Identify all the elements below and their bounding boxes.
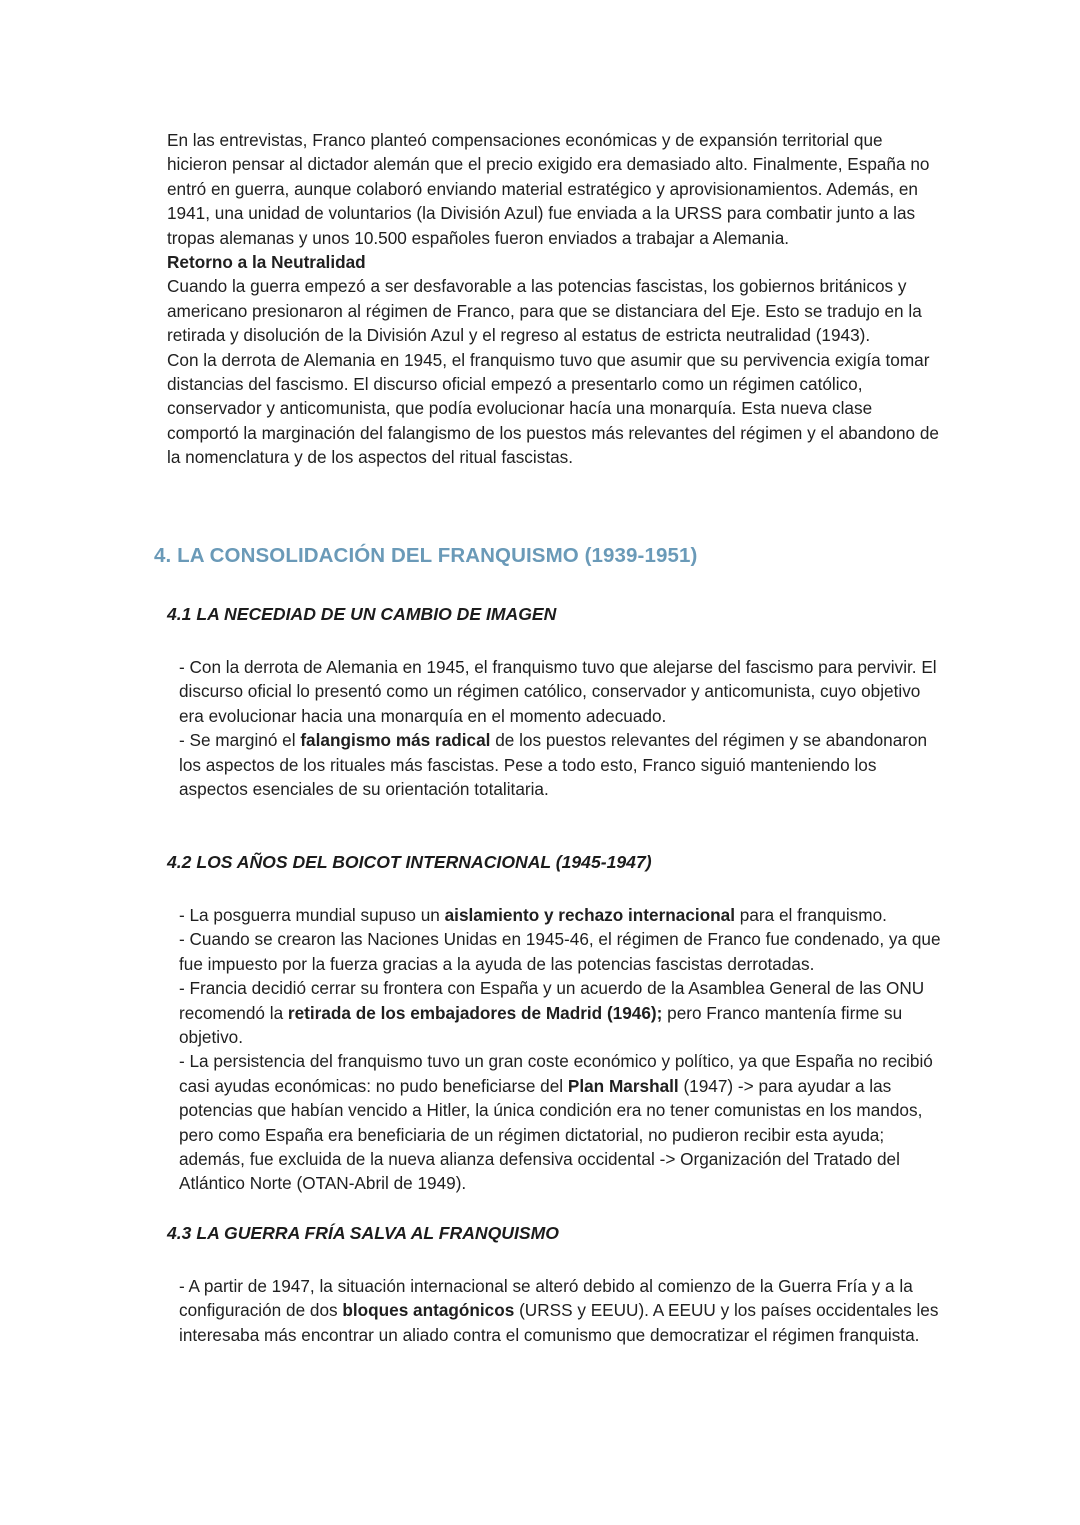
- intro-section: [167, 128, 947, 470]
- body-paragraph: - Francia decidió cerrar su frontera con España y un acuerdo de la Asamblea General de las ONU recomendó la retirada de los embajadores de Madrid (1946); pero Franco mantenía firme su objetivo.: [179, 978, 925, 1048]
- subsection-body: [179, 903, 949, 1196]
- subsection-heading: 4.1 LA NECEDIAD DE UN CAMBIO DE IMAGEN: [167, 604, 557, 624]
- intro-paragraph: Cuando la guerra empezó a ser desfavorable a las potencias fascistas, los gobiernos británicos y americano presionaron al régimen de Franco, para que se distanciara del Eje. Esto se tradujo en la retirada y disolución de la División Azul y el regreso al estatus de estricta neutralidad (1943).: [167, 276, 922, 346]
- subsection-heading: 4.3 LA GUERRA FRÍA SALVA AL FRANQUISMO: [167, 1223, 559, 1243]
- section-heading: 4. LA CONSOLIDACIÓN DEL FRANQUISMO (1939-1951): [154, 544, 698, 567]
- intro-paragraph: Con la derrota de Alemania en 1945, el franquismo tuvo que asumir que su pervivencia exigía tomar distancias del fascismo. El discurso oficial empezó a presentarlo como un régimen católico, conservador y anticomunista, que podía evolucionar hacía una monarquía. Esta nueva clase comportó la marginación del falangismo de los puestos más relevantes del régimen y el abandono de la nomenclatura y de los aspectos del ritual fascistas.: [167, 349, 939, 468]
- subsection-body: [179, 655, 949, 801]
- body-paragraph: - La posguerra mundial supuso un aislamiento y rechazo internacional para el franquismo.: [179, 905, 887, 925]
- subheading-neutralidad: Retorno a la Neutralidad: [167, 252, 366, 273]
- intro-paragraph: En las entrevistas, Franco planteó compensaciones económicas y de expansión territorial que hicieron pensar al dictador alemán que el precio exigido era demasiado alto. Finalmente, España no entró en guerra, aunque colaboró enviando material estratégico y aprovisionamientos. Además, en 1941, una unidad de voluntarios (la División Azul) fue enviada a la URSS para combatir junto a las tropas alemanas y unos 10.500 españoles fueron enviados a trabajar a Alemania.: [167, 130, 930, 248]
- body-paragraph: - Con la derrota de Alemania en 1945, el franquismo tuvo que alejarse del fascismo para pervivir. El discurso oficial lo presentó como un régimen católico, conservador y anticomunista, cuyo objetivo era evolucionar hacia una monarquía en el momento adecuado.: [179, 657, 937, 726]
- body-paragraph: - Cuando se crearon las Naciones Unidas en 1945-46, el régimen de Franco fue condenado, ya que fue impuesto por la fuerza gracias a la ayuda de las potencias fascistas derrotadas.: [179, 929, 941, 974]
- subsection-heading: 4.2 LOS AÑOS DEL BOICOT INTERNACIONAL (1945-1947): [167, 852, 652, 872]
- subsection-body: [179, 1274, 949, 1347]
- body-paragraph: - Se marginó el falangismo más radical de los puestos relevantes del régimen y se abandonaron los aspectos de los rituales más fascistas. Pese a todo esto, Franco siguió manteniendo los aspectos esenciales de su orientación totalitaria.: [179, 730, 928, 800]
- body-paragraph: - La persistencia del franquismo tuvo un gran coste económico y político, ya que España no recibió casi ayudas económicas: no pudo beneficiarse del Plan Marshall (1947) -> para ayudar a las potencias que habían vencido a Hitler, la única condición era no tener comunistas en los mandos, pero como España era beneficiaria de un régimen dictatorial, no pudieron recibir esta ayuda; además, fue excluida de la nueva alianza defensiva occidental -> Organización del Tratado del Atlántico Norte (OTAN-Abril de 1949).: [179, 1051, 933, 1194]
- body-paragraph: - A partir de 1947, la situación internacional se alteró debido al comienzo de la Guerra Fría y a la configuración de dos bloques antagónicos (URSS y EEUU). A EEUU y los países occidentales les interesaba más encontrar un aliado contra el comunismo que democratizar el régimen franquista.: [179, 1276, 939, 1345]
